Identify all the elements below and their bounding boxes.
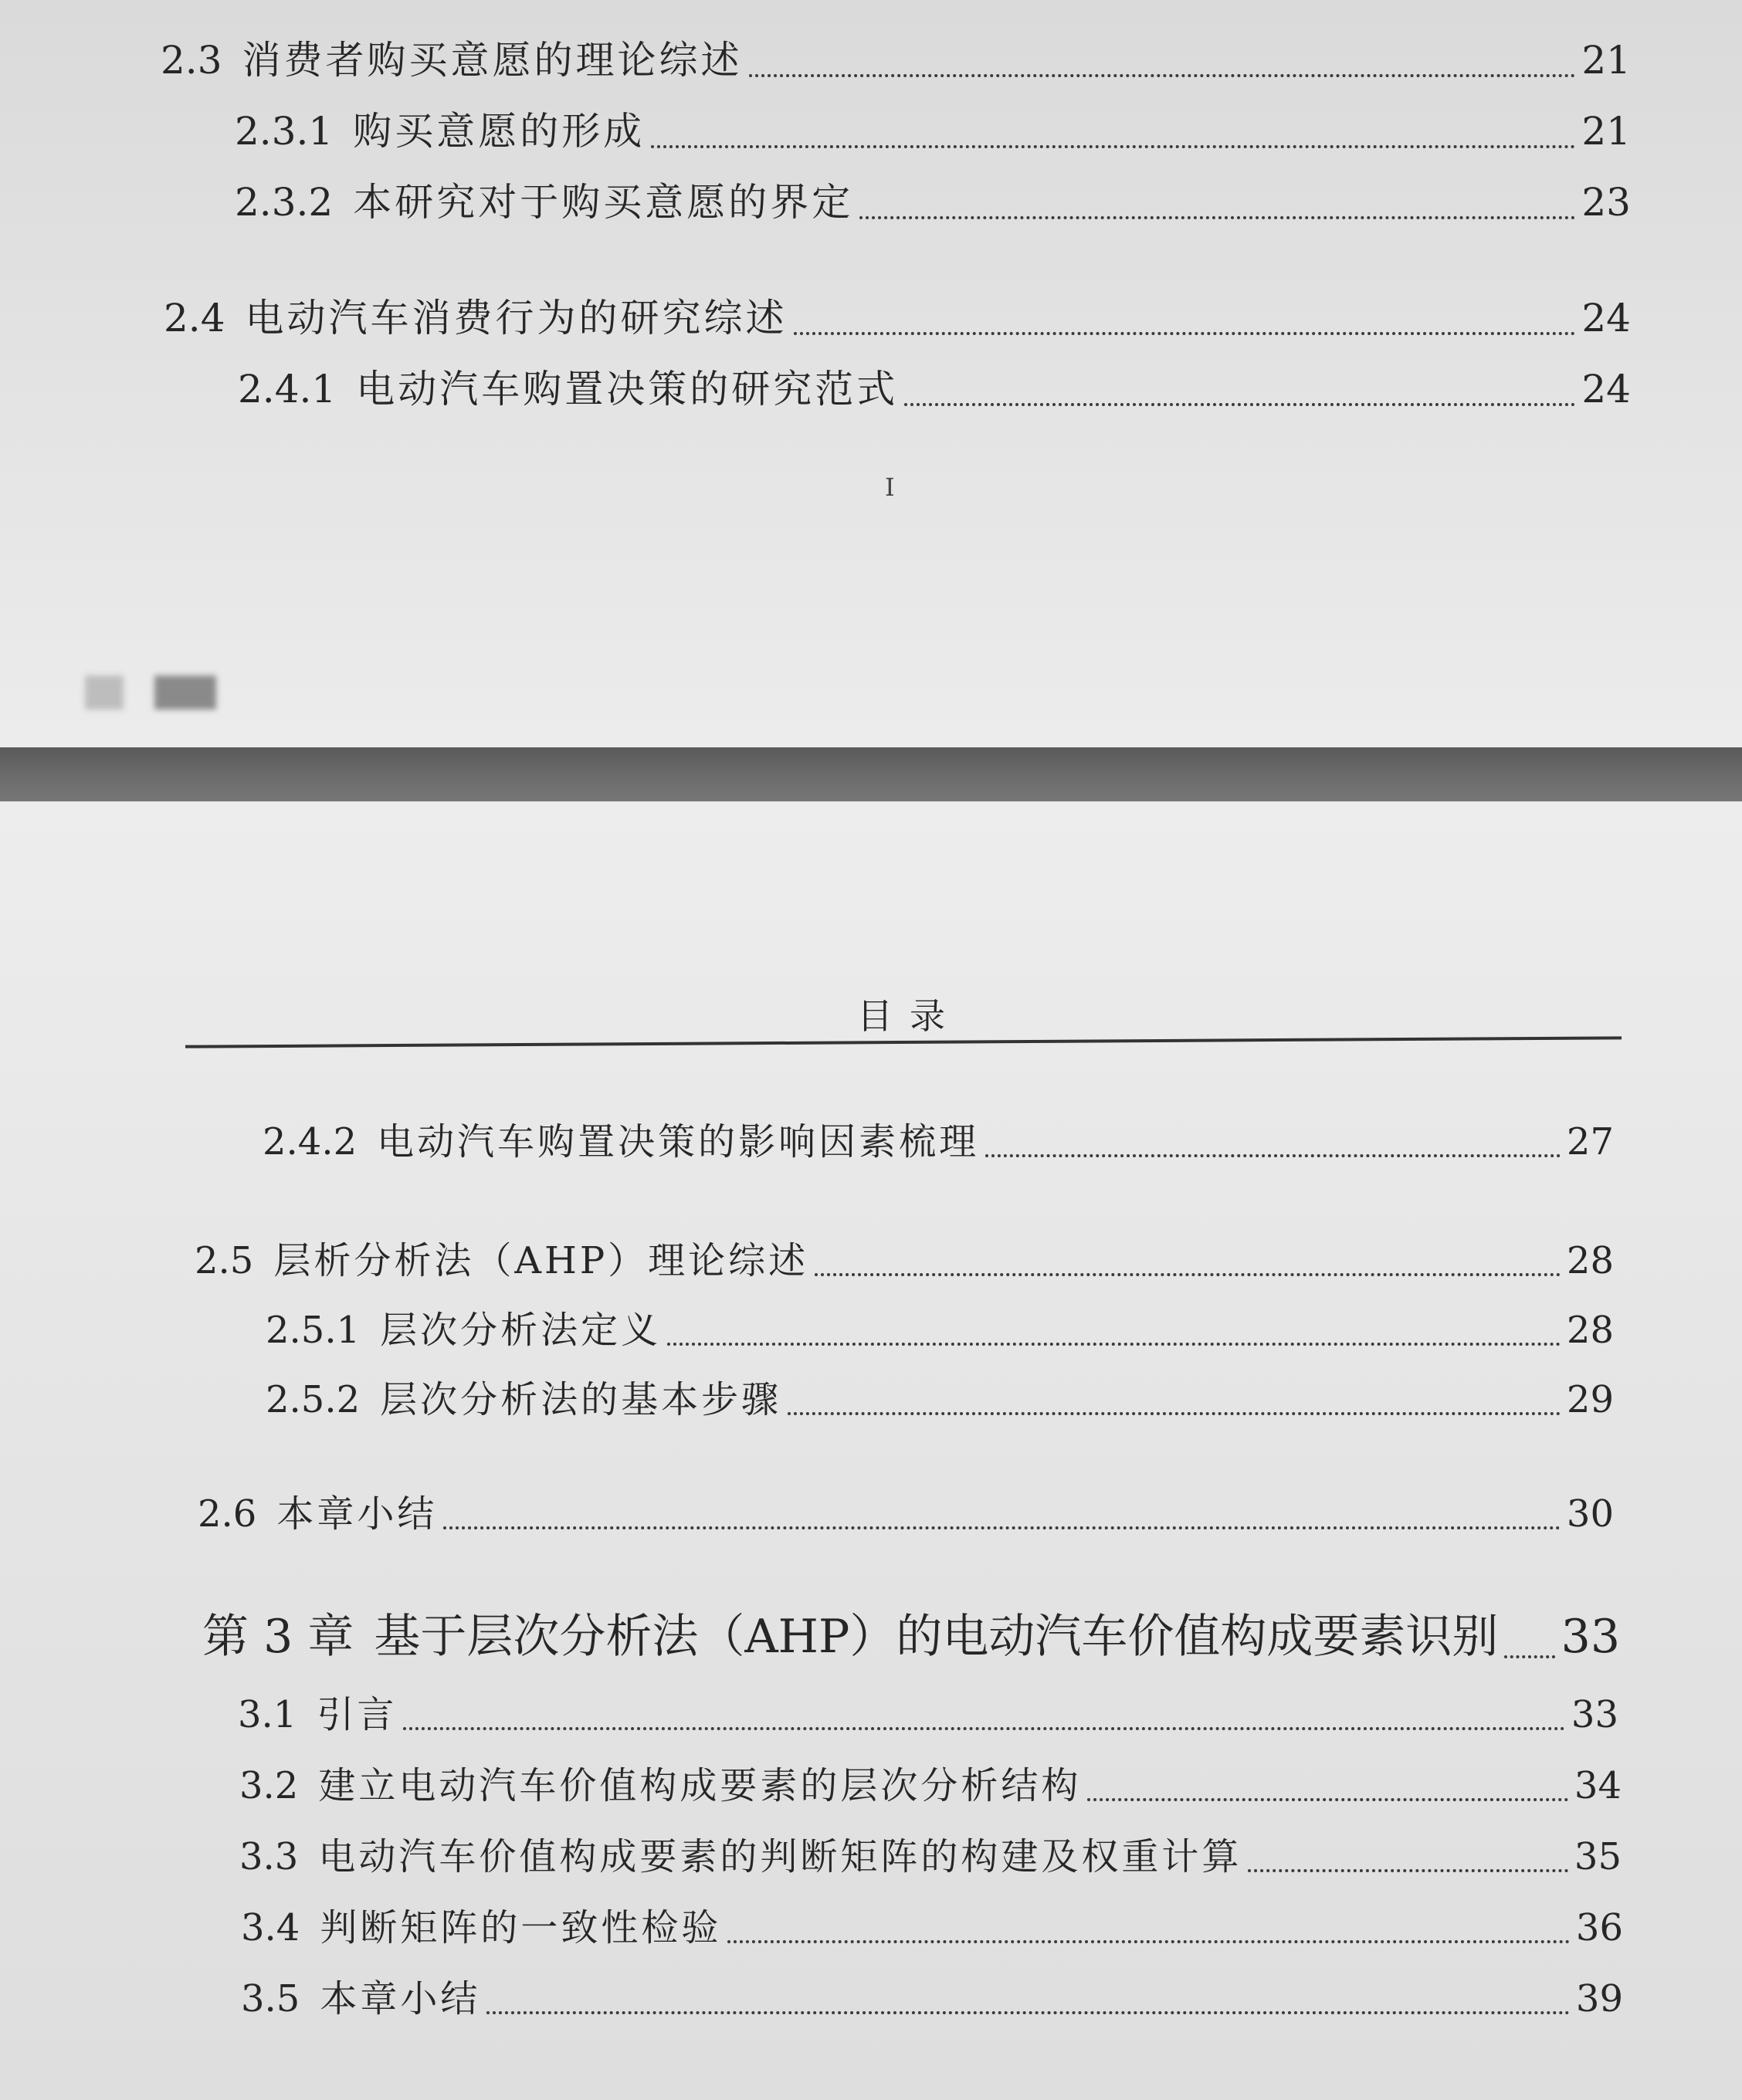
toc-entry-title: 购买意愿的形成 [353,109,646,154]
toc-leader-dots [985,1154,1561,1157]
toc-entry-page: 35 [1574,1835,1622,1878]
toc-entry-number: 2.3 [161,38,222,83]
toc-leader-dots [443,1526,1561,1529]
toc-entry-number: 2.5.2 [266,1378,361,1421]
toc-leader-dots [667,1343,1561,1346]
toc-entry-title: 本章小结 [320,1977,481,2020]
toc-entry-number: 3.3 [239,1835,299,1878]
toc-entry-title: 层次分析法定义 [380,1309,662,1352]
toc-entry-number: 2.6 [198,1492,257,1536]
toc-entry-page: 29 [1566,1378,1614,1421]
top-page [0,0,1742,747]
toc-entry-number: 3.1 [238,1693,297,1736]
page-header-title: 目录 [857,995,962,1037]
toc-entry-title: 判断矩阵的一致性检验 [320,1906,722,1949]
toc-leader-dots [651,145,1575,148]
toc-entry-page: 34 [1574,1764,1622,1807]
toc-entry[interactable] [238,1685,1618,1738]
toc-entry[interactable] [195,1231,1614,1284]
toc-entry-title: 本研究对于购买意愿的界定 [353,180,854,225]
toc-entry-number: 2.4 [164,296,225,340]
toc-entry-title: 消费者购买意愿的理论综述 [242,38,743,83]
toc-leader-dots [904,403,1575,406]
toc-leader-dots [788,1412,1561,1415]
toc-chapter-entry[interactable] [202,1600,1620,1666]
toc-entry-number: 2.5 [195,1239,254,1282]
toc-entry[interactable] [198,1484,1614,1537]
toc-leader-dots [815,1273,1561,1276]
toc-entry[interactable] [164,287,1631,343]
toc-entry-title: 引言 [317,1693,398,1736]
toc-entry-title: 建立电动汽车价值构成要素的层次分析结构 [318,1764,1082,1807]
toc-entry-number: 2.4.1 [238,367,337,412]
toc-entry-title: 电动汽车消费行为的研究综述 [245,296,788,340]
toc-entry-page: 30 [1566,1492,1614,1536]
toc-entry-number: 2.4.2 [263,1120,358,1163]
toc-entry[interactable] [239,1756,1622,1809]
toc-entry-title: 电动汽车购置决策的影响因素梳理 [377,1120,980,1163]
toc-entry[interactable] [161,29,1631,85]
toc-entry-number: 2.3.2 [235,180,334,225]
toc-entry-page: 28 [1566,1239,1614,1282]
toc-entry[interactable] [235,171,1631,227]
toc-leader-dots [486,2011,1570,2014]
toc-entry-page: 23 [1581,180,1631,225]
toc-leader-dots [859,216,1575,219]
toc-leader-dots [727,1940,1570,1943]
toc-entry-page: 33 [1561,1610,1620,1664]
toc-entry-title: 层次分析法的基本步骤 [380,1378,782,1421]
toc-entry-number: 2.3.1 [235,109,334,154]
toc-entry[interactable] [266,1370,1614,1423]
toc-entry-page: 21 [1581,38,1631,83]
toc-entry-page: 36 [1575,1906,1623,1949]
toc-entry[interactable] [263,1112,1614,1165]
page-separator [0,747,1742,801]
toc-entry-number: 第 3 章 [202,1610,354,1664]
toc-entry-number: 3.2 [239,1764,299,1807]
toc-leader-dots [1248,1869,1568,1872]
toc-entry-number: 3.5 [241,1977,300,2020]
toc-entry-page: 27 [1566,1120,1614,1163]
toc-entry-page: 24 [1581,367,1631,412]
blurred-watermark [69,664,239,718]
toc-entry[interactable] [266,1300,1614,1353]
toc-leader-dots [1504,1655,1554,1658]
toc-entry[interactable] [241,1969,1623,2022]
toc-entry-page: 24 [1581,296,1631,340]
toc-entry-number: 3.4 [241,1906,300,1949]
toc-entry-page: 39 [1575,1977,1623,2020]
toc-entry[interactable] [241,1898,1623,1951]
toc-entry[interactable] [238,358,1631,414]
toc-leader-dots [1087,1798,1568,1801]
toc-leader-dots [403,1727,1565,1730]
toc-entry-number: 2.5.1 [266,1309,361,1352]
toc-entry-title: 层析分析法（AHP）理论综述 [273,1239,809,1282]
footer-page-number: I [885,472,895,502]
toc-entry-page: 21 [1581,109,1631,154]
toc-leader-dots [749,74,1576,77]
toc-entry-title: 本章小结 [276,1492,438,1536]
toc-entry-title: 基于层次分析法（AHP）的电动汽车价值构成要素识别 [374,1610,1499,1664]
toc-entry[interactable] [235,100,1631,156]
toc-entry-title: 电动汽车价值构成要素的判断矩阵的构建及权重计算 [318,1835,1242,1878]
toc-leader-dots [794,332,1576,335]
toc-entry-page: 33 [1571,1693,1618,1736]
toc-entry[interactable] [239,1827,1622,1880]
toc-entry-title: 电动汽车购置决策的研究范式 [356,367,899,412]
toc-entry-page: 28 [1566,1309,1614,1352]
